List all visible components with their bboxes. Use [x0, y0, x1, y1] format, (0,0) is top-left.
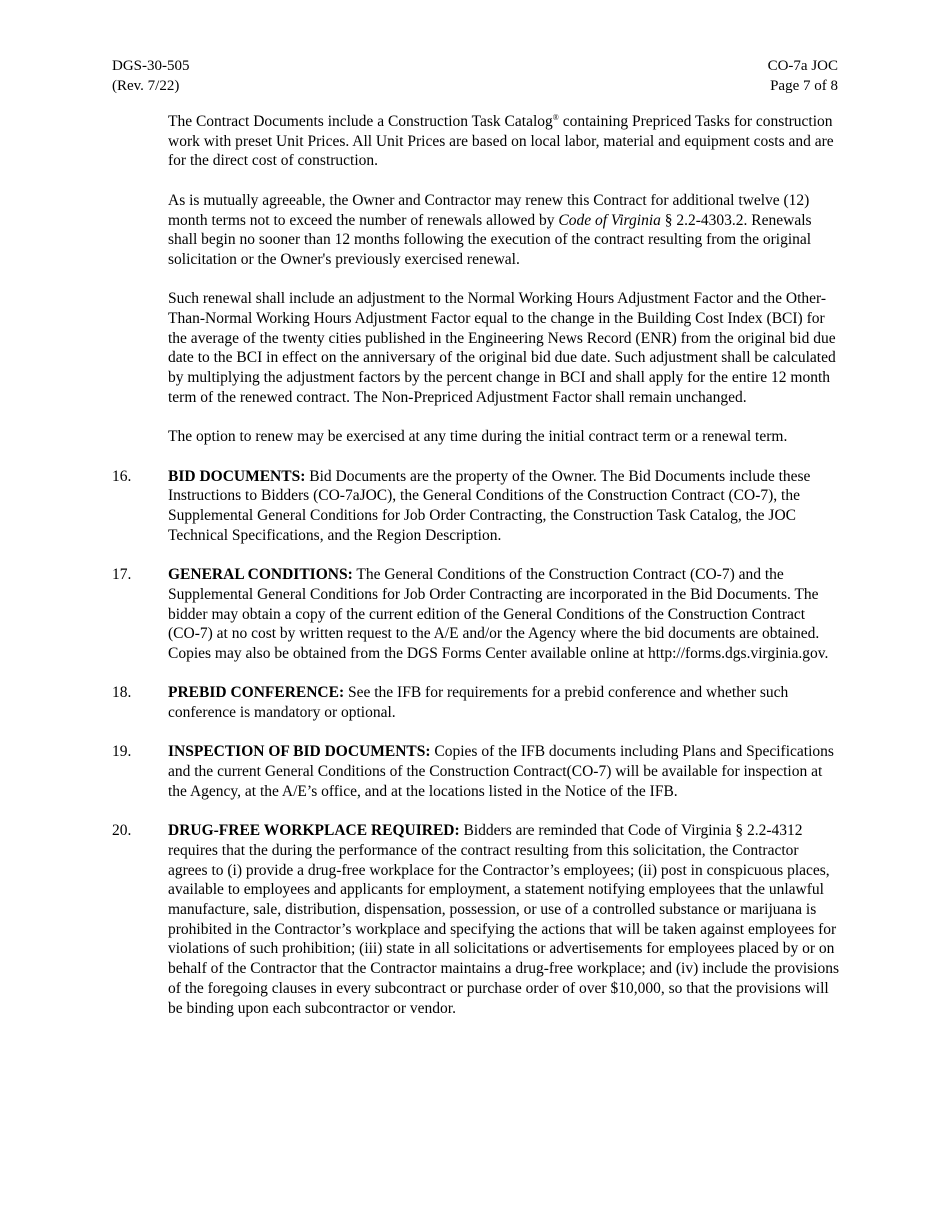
section-heading: BID DOCUMENTS: [168, 467, 306, 485]
section-20-drug-free-workplace [112, 821, 840, 1018]
section-body [168, 467, 840, 546]
section-heading: DRUG-FREE WORKPLACE REQUIRED: [168, 822, 460, 840]
paragraph-renewal-terms [168, 191, 840, 270]
section-heading: PREBID CONFERENCE: [168, 684, 345, 702]
section-18-prebid-conference [112, 683, 840, 722]
paragraph-task-catalog [168, 112, 840, 171]
paragraph-text: containing Prepriced Tasks for construction work with preset Unit Prices. All Unit Prices are based on local labor, material and equipment costs and are for the direct cost of construction. [168, 113, 834, 170]
registered-mark: ® [552, 112, 559, 122]
section-17-general-conditions [112, 565, 840, 664]
paragraph-text: § 2.2-4303.2. Renewals shall begin no sooner than 12 months following the execution of the contract resulting from the original solicitation or the Owner's previously exercised renewal. [168, 211, 812, 268]
section-text: The General Conditions of the Construction Contract (CO-7) and the Supplemental General Conditions for Job Order Contracting are incorporated in the Bid Documents. The bidder may obtain a copy of the current edition of the General Conditions of the Construction Contract (CO-7) at no cost by written request to the A/E and/or the Agency where the bid documents are obtained. Copies may also be obtained from the DGS Forms Center available online at http://forms.dgs.virginia.gov. [168, 566, 829, 662]
section-text: Copies of the IFB documents including Plans and Specifications and the current General Conditions of the Construction Contract(CO-7) will be available for inspection at the Agency, at the A/E’s office, and at the locations listed in the Notice of the IFB. [168, 743, 834, 800]
section-16-bid-documents [112, 467, 840, 546]
page-number: Page 7 of 8 [770, 78, 838, 94]
paragraph-renewal-option: The option to renew may be exercised at any time during the initial contract term or a renewal term. [168, 428, 788, 446]
section-text: See the IFB for requirements for a prebid conference and whether such conference is mandatory or optional. [168, 684, 789, 721]
paragraph-renewal-adjustment: Such renewal shall include an adjustment to the Normal Working Hours Adjustment Factor and the Other-Than-Normal Working Hours Adjustment Factor equal to the change in the Building Cost Index (BCI) for the average of the twenty cities published in the Engineering News Record (ENR) from the original bid due date to the BCI in effect on the anniversary of the original bid due date. Such adjustment shall be calculated by multiplying the adjustment factors by the percent change in BCI and shall apply for the entire 12 month term of the renewed contract. The Non-Prepriced Adjustment Factor shall remain unchanged. [168, 290, 836, 406]
revision-date: (Rev. 7/22) [112, 78, 180, 94]
section-number: 16. [112, 467, 132, 485]
section-number: 17. [112, 566, 132, 584]
section-body [168, 821, 840, 1018]
section-text: Bid Documents are the property of the Owner. The Bid Documents include these Instructions to Bidders (CO-7aJOC), the General Conditions of the Construction Contract (CO-7), the Supplemental General Conditions for Job Order Contracting, the Construction Task Catalog, the JOC Technical Specifications, and the Region Description. [168, 467, 811, 544]
section-number: 19. [112, 743, 132, 761]
code-of-virginia-reference: Code of Virginia [558, 211, 661, 229]
section-number: 18. [112, 684, 132, 702]
section-body [168, 742, 840, 801]
paragraph-text: As is mutually agreeable, the Owner and Contractor may renew this Contract for additional twelve (12) month terms not to exceed the number of renewals allowed by [168, 191, 810, 229]
section-text: Bidders are reminded that Code of Virginia § 2.2-4312 requires that the during the performance of the contract resulting from this solicitation, the Contractor agrees to (i) provide a drug-free workplace for the Contractor’s employees; (ii) post in conspicuous places, available to employees and applicants for employment, a statement notifying employees that the unlawful manufacture, sale, distribution, dispensation, possession, or use of a controlled substance or marijuana is prohibited in the Contractor’s workplace and specifying the actions that will be taken against employees for violations of such prohibition; (iii) state in all solicitations or advertisements for employees placed by or on behalf of the Contractor that the Contractor maintains a drug-free workplace; and (iv) include the provisions of the foregoing clauses in every subcontract or purchase order of over $10,000, so that the provisions will be binding upon each subcontractor or vendor. [168, 822, 840, 1017]
header-left [112, 56, 190, 96]
section-heading: INSPECTION OF BID DOCUMENTS: [168, 743, 431, 761]
section-body [168, 683, 840, 722]
section-19-inspection [112, 742, 840, 801]
section-number: 20. [112, 822, 132, 840]
form-number: DGS-30-505 [112, 58, 190, 74]
paragraph-text: The Contract Documents include a Construction Task Catalog [168, 113, 553, 130]
section-body [168, 565, 840, 664]
header-right [768, 56, 838, 96]
section-heading: GENERAL CONDITIONS: [168, 566, 353, 584]
document-body [112, 112, 840, 1038]
document-code: CO-7a JOC [767, 58, 838, 74]
